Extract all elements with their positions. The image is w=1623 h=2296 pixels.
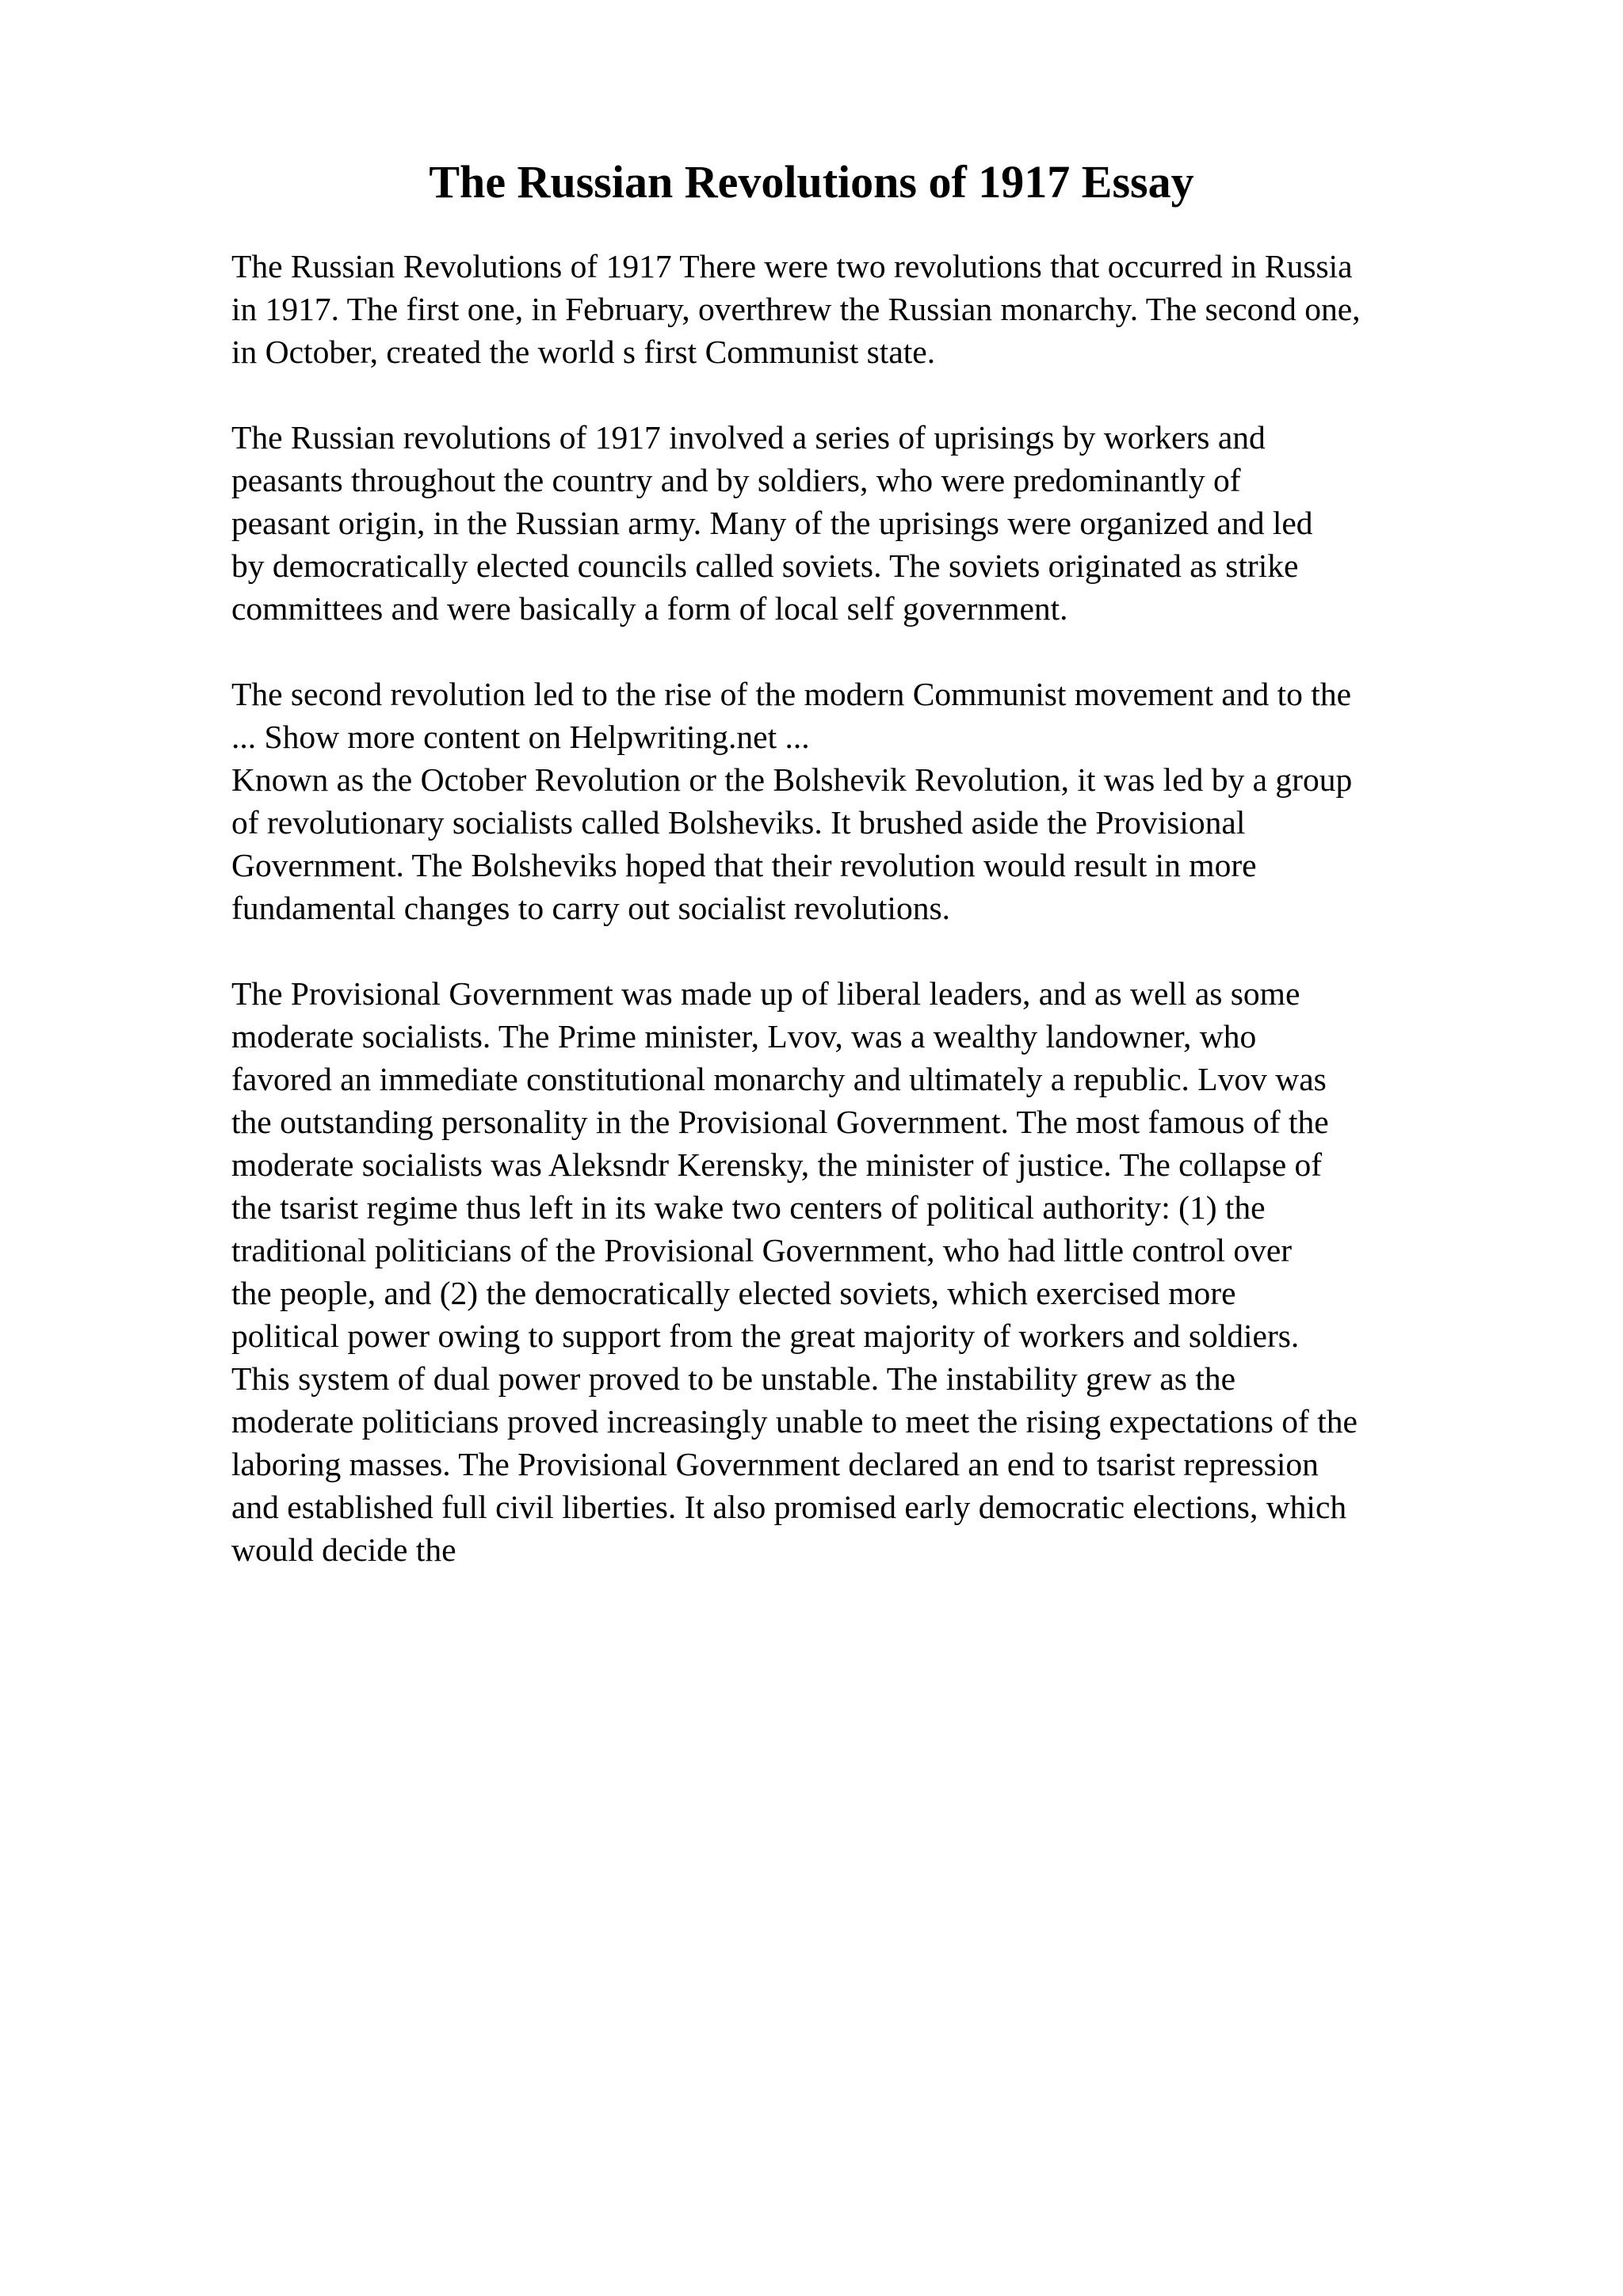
- text-line: in October, created the world s first Communist state.: [231, 334, 936, 370]
- text-line: favored an immediate constitutional monarchy and ultimately a republic. Lvov was: [231, 1061, 1327, 1097]
- paragraph-1: [231, 245, 1515, 373]
- text-line: peasants throughout the country and by soldiers, who were predominantly of: [231, 462, 1241, 498]
- text-line: the people, and (2) the democratically elected soviets, which exercised more: [231, 1275, 1236, 1311]
- text-line: laboring masses. The Provisional Government declared an end to tsarist repression: [231, 1446, 1319, 1482]
- text-line: peasant origin, in the Russian army. Many of the uprisings were organized and led: [231, 505, 1313, 541]
- text-line: the outstanding personality in the Provisional Government. The most famous of the: [231, 1104, 1329, 1140]
- text-line: of revolutionary socialists called Bolsheviks. It brushed aside the Provisional: [231, 804, 1246, 841]
- text-line: committees and were basically a form of local self government.: [231, 590, 1068, 627]
- paragraph-2: [231, 416, 1515, 630]
- text-line: fundamental changes to carry out socialist revolutions.: [231, 890, 950, 926]
- text-line: in 1917. The first one, in February, overthrew the Russian monarchy. The second one,: [231, 291, 1361, 327]
- text-line: Known as the October Revolution or the Bolshevik Revolution, it was led by a group: [231, 761, 1353, 798]
- document-title: The Russian Revolutions of 1917 Essay: [429, 156, 1194, 208]
- text-line: The Russian Revolutions of 1917 There were two revolutions that occurred in Russia: [231, 248, 1353, 284]
- text-line: the tsarist regime thus left in its wake two centers of political authority: (1) the: [231, 1189, 1266, 1226]
- text-line: The Provisional Government was made up of liberal leaders, and as well as some: [231, 975, 1300, 1012]
- text-line: moderate socialists. The Prime minister, Lvov, was a wealthy landowner, who: [231, 1018, 1257, 1055]
- paragraph-5: [231, 972, 1515, 1571]
- text-line: by democratically elected councils called soviets. The soviets originated as strike: [231, 547, 1299, 584]
- paragraph-3: [231, 673, 1515, 758]
- text-line: traditional politicians of the Provisional Government, who had little control over: [231, 1232, 1293, 1268]
- text-line: moderate politicians proved increasingly unable to meet the rising expectations of the: [231, 1403, 1358, 1440]
- text-line: moderate socialists was Aleksndr Kerensky, the minister of justice. The collapse of: [231, 1146, 1323, 1183]
- text-line: and established full civil liberties. It also promised early democratic elections, which: [231, 1489, 1347, 1525]
- document-body: [231, 245, 1515, 1571]
- text-line: political power owing to support from the great majority of workers and soldiers.: [231, 1318, 1300, 1354]
- paragraph-4: [231, 758, 1515, 929]
- text-line: Government. The Bolsheviks hoped that their revolution would result in more: [231, 847, 1257, 883]
- show-more-notice: ... Show more content on Helpwriting.net ...: [231, 719, 810, 755]
- text-line: would decide the: [231, 1531, 456, 1568]
- text-line: The second revolution led to the rise of the modern Communist movement and to the: [231, 676, 1352, 712]
- text-line: The Russian revolutions of 1917 involved a series of uprisings by workers and: [231, 419, 1266, 456]
- text-line: This system of dual power proved to be unstable. The instability grew as the: [231, 1360, 1236, 1397]
